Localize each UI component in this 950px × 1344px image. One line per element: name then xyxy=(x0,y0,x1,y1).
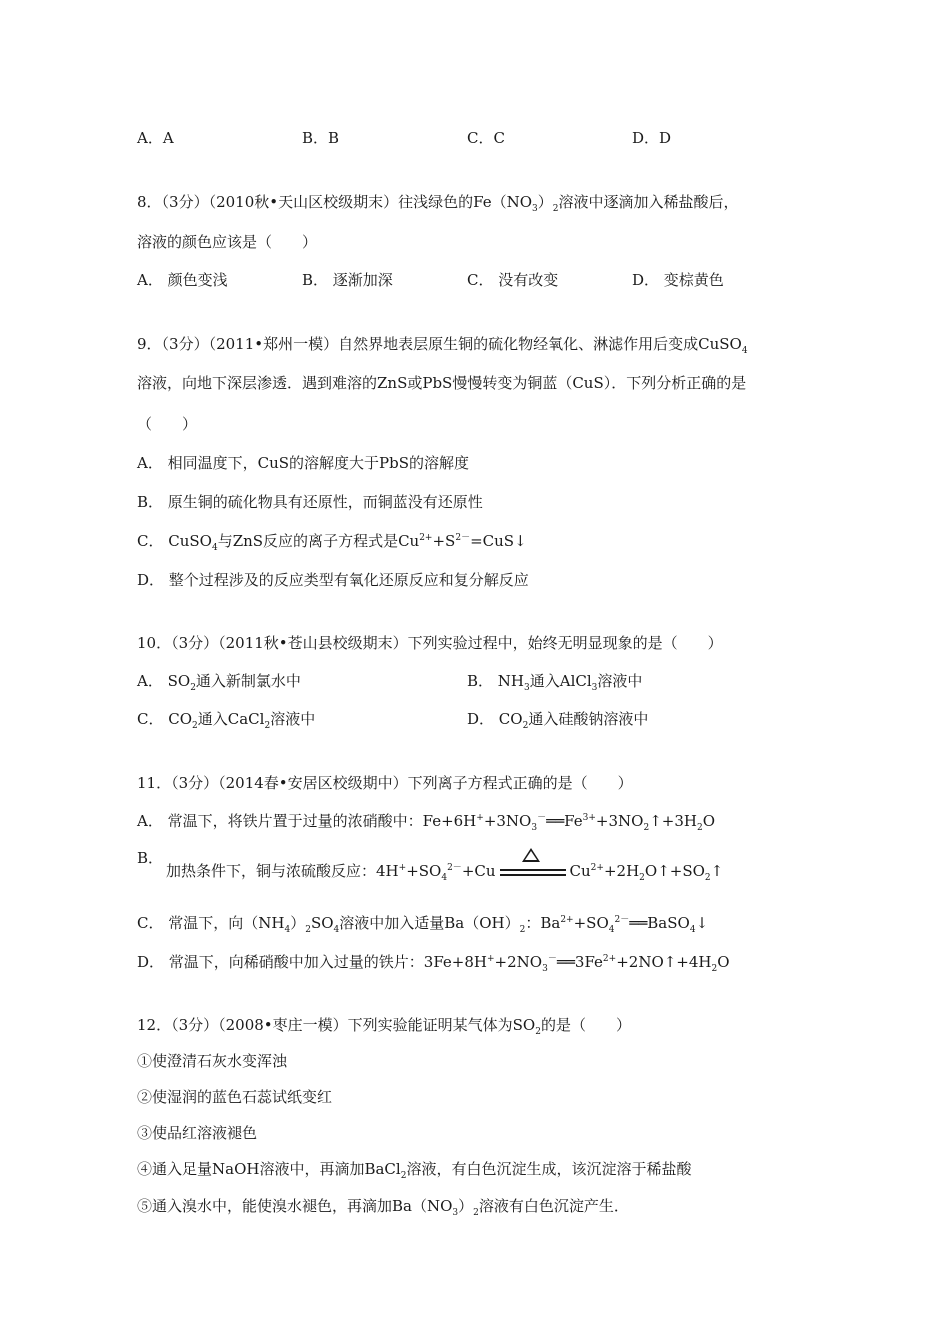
q10-stem: 10．（3分）（2011秋•苍山县校级期末）下列实验过程中，始终无明显现象的是（ ） xyxy=(137,634,723,652)
q11-option-d: D． 常温下，向稀硝酸中加入过量的铁片：$3Fe+8H^++2NO_3^-══3Fe^{2+}+2NO↑+4H_2O$ xyxy=(137,953,730,974)
q10-option-c: C． $CO_2$通入CaCl$_2$溶液中 xyxy=(137,710,316,731)
q12-item-4: ④通入足量NaOH溶液中，再滴加BaCl$_2$溶液，有白色沉淀生成，该沉淀溶于稀盐酸 xyxy=(137,1160,692,1181)
q11-option-c: C． 常温下，向$(NH_4)_2SO_4$溶液中加入适量$Ba(OH)_2$：$Ba^{2+}+SO_4^{2-}══BaSO_4↓$ xyxy=(137,914,709,935)
q9-option-b: B． 原生铜的硫化物具有还原性，而铜蓝没有还原性 xyxy=(137,493,483,511)
q9-stem-line3: （ ） xyxy=(137,415,198,433)
q8-option-b: B． 逐渐加深 xyxy=(302,271,393,289)
q10-option-a: A． $SO_2$通入新制氯水中 xyxy=(137,672,301,693)
q7-option-b: B．B xyxy=(302,129,340,147)
q8-option-a: A． 颜色变浅 xyxy=(137,271,228,289)
delta-heat-icon xyxy=(522,848,540,862)
q8-option-d: D． 变棕黄色 xyxy=(632,271,724,289)
q10-option-b: B． $NH_3$通入AlCl$_3$溶液中 xyxy=(467,672,643,693)
q12-item-3: ③使品红溶液褪色 xyxy=(137,1124,258,1142)
q9-option-c: C． CuSO$_4$与ZnS反应的离子方程式是$Cu^{2+}+S^{2-}=CuS↓$ xyxy=(137,532,527,553)
q8-option-c: C． 没有改变 xyxy=(467,271,559,289)
q11-stem: 11．（3分）（2014春•安居区校级期中）下列离子方程式正确的是（ ） xyxy=(137,774,633,792)
q11-option-a: A． 常温下，将铁片置于过量的浓硝酸中：$Fe+6H^++3NO_3^-══Fe^{3+}+3NO_2↑+3H_2O$ xyxy=(137,812,716,833)
q9-stem-line1: 9．（3分）（2011•郑州一模）自然界地表层原生铜的硫化物经氧化、淋滤作用后变成CuSO$_4$ xyxy=(137,335,748,356)
q12-item-1: ①使澄清石灰水变浑浊 xyxy=(137,1052,288,1070)
q10-option-d: D． $CO_2$通入硅酸钠溶液中 xyxy=(467,710,649,731)
q12-item-5: ⑤通入溴水中，能使溴水褪色，再滴加$Ba(NO_3)_2$溶液有白色沉淀产生． xyxy=(137,1197,629,1218)
heating-condition-arrow xyxy=(500,862,566,882)
q7-option-d: D．D xyxy=(632,129,672,147)
q8-stem-line1: 8．（3分）（2010秋•天山区校级期末）往浅绿色的$Fe(NO_3)_2$溶液中逐滴加入稀盐酸后， xyxy=(137,193,739,214)
q11-option-b-label: B． xyxy=(137,849,164,867)
q9-option-a: A． 相同温度下，CuS的溶解度大于PbS的溶解度 xyxy=(137,454,469,472)
q7-option-c: C．C xyxy=(467,129,505,147)
q9-option-d: D． 整个过程涉及的反应类型有氧化还原反应和复分解反应 xyxy=(137,571,529,589)
q12-stem: 12．（3分）（2008•枣庄一模）下列实验能证明某气体为$SO_2$的是（ ） xyxy=(137,1016,631,1037)
q12-item-2: ②使湿润的蓝色石蕊试纸变红 xyxy=(137,1088,333,1106)
q7-option-a: A．A xyxy=(137,129,174,147)
q9-stem-line2: 溶液，向地下深层渗透．遇到难溶的ZnS或PbS慢慢转变为铜蓝（CuS）．下列分析正确的是 xyxy=(137,374,747,392)
q11-option-b: 加热条件下，铜与浓硫酸反应：$4H^++SO_4^{2-}+Cu$ $Cu^{2+}+2H_2O↑+SO_2↑$ xyxy=(166,861,723,882)
q8-stem-line2: 溶液的颜色应该是（ ） xyxy=(137,233,318,251)
